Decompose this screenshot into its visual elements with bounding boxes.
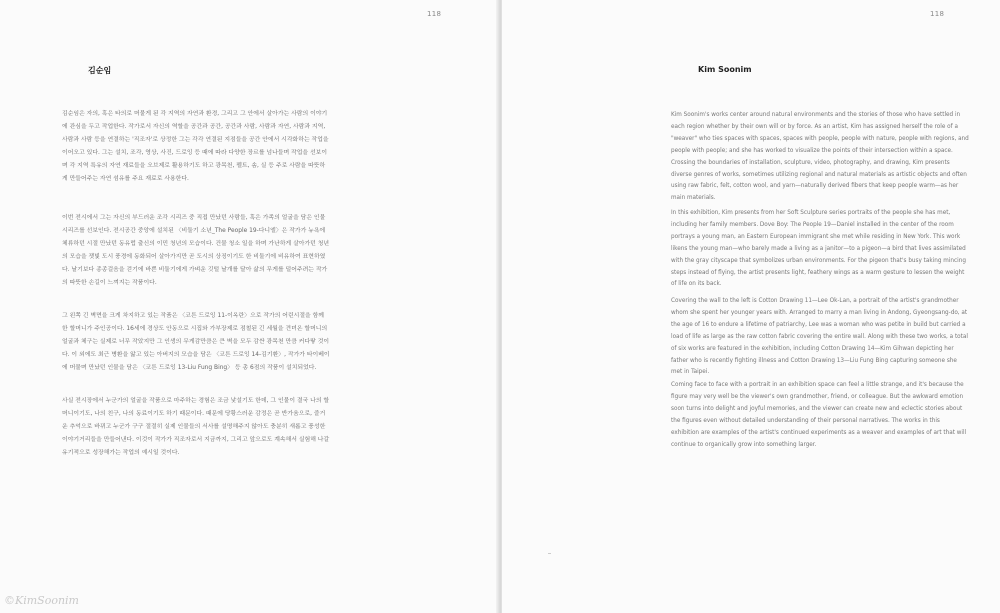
korean-paragraph-3: 그 왼쪽 긴 벽면을 크게 차지하고 있는 작품은 〈코튼 드로잉 11-이옥란〉으로 작가의 어린시절을 함께 한 할머니가 주인공이다. 16세에 경상도 안동으로 시집와 가부장제로 점철된 긴 세월을 견뎌온 할머니의 얼굴과 체구는 실제로 너무 작았지만 그 인생의 무게감만큼은 큰 벽을 모두 감싼 광목천 만큼 커다랗 것이다. 이 외에도 최근 병환을 앓고 있는 아버지의 모습을 담은 〈코튼 드로잉 14-김기환〉, 작가가 타이베이에 머물며 만났던 인물을 담은 〈코튼 드로잉 13-Liu Fung Bing〉 등 총 6점의 작품이 설치되었다. <box>62 313 330 371</box>
english-paragraph-3: Covering the wall to the left is Cotton Drawing 11—Lee Ok-Lan, a portrait of the artist's grandmother whom she spent her younger years with. Arranged to marry a man living in Andong, Gyeongsang-do, at the age of 16 to endure a lifetime of patriarchy, Lee was a woman who was petite in build but carried a load of life as large as the raw cotton fabric covering the entire wall. Along with these two works, a total of six works are featured in the exhibition, including Cotton Drawing 14—Kim Gihwan depicting her father who is recently fighting illness and Cotton Drawing 13—Liu Fung Bing capturing someone she met in Taipei. <box>671 298 968 376</box>
copyright-watermark: ©KimSoonim <box>4 594 79 607</box>
english-paragraph-1: Kim Soonim's works center around natural environments and the stories of those who have settled in each region whether by their own will or by force. As an artist, Kim has assigned herself the role of a "weaver" who ties spaces with spaces, spaces with people, people with nature, people with regions, and people with people; and she has worked to visualize the points of their intersection within a space. Crossing the boundaries of installation, sculpture, video, photography, and drawing, Kim presents diverse genres of works, sometimes utilizing regional and natural materials as artistic objects and often using raw fabric, felt, cotton wool, and yarn—naturally derived fibers that keep people warm—as her main materials. <box>671 112 969 202</box>
right-page-number: 118 <box>930 10 945 18</box>
korean-paragraph-4: 사실 전시장에서 누군가의 얼굴을 작품으로 마주하는 경험은 조금 낯설기도 한데, 그 인물이 결국 나의 할머니이기도, 나의 친구, 나의 동료이기도 하기 때문이다. 때문에 당황스러운 감정은 곧 반가움으로, 즐거운 추억으로 바뀌고 누군가 구구 절절히 실제 인물들의 서사를 설명해주지 않아도 충분히 새롭고 풍성한 이야기거리들을 만들어낸다. 이것이 작가가 직조자로서 지금까지, 그리고 앞으로도 계속해서 실험해 나갈 유기적으로 성장해가는 작업의 예시일 것이다. <box>62 398 330 456</box>
left-page-number: 118 <box>427 10 442 18</box>
korean-paragraph-2: 이번 전시에서 그는 자신의 부드러운 조각 시리즈 중 직접 만났던 사람들, 혹은 가족의 얼굴을 담은 인물 시리즈를 선보인다. 전시공간 중앙에 설치된 〈비둘기 소년_The People 19-다니엘〉은 작가가 뉴욕에 체류하던 시절 만났던 동유럽 출신의 이민 청년의 모습이다. 건물 청소 일을 하며 가난하게 살아가던 청년의 모습을 잿빛 도시 풍경에 동화되어 살아가지만 곧 도시의 상징이기도 한 비둘기에 비유하여 표현하였다. 날기보다 종종걸음을 걷기에 바쁜 비둘기에게 가벼운 깃털 날개를 달아 삶의 무게를 덜어주려는 작가의 따뜻한 손길이 느껴지는 작품이다. <box>62 215 330 286</box>
english-paragraph-2: In this exhibition, Kim presents from her Soft Sculpture series portraits of the people she has met, including her family members. Dove Boy: The People 19—Daniel installed in the center of the room portrays a young man, an Eastern European immigrant she met while residing in New York. This work likens the young man—who barely made a living as a janitor—to a pigeon—a bird that lives assimilated with the gray cityscape that symbolizes urban environments. For the pigeon that's busy taking mincing steps instead of flying, the artist presents light, feathery wings as a warm gesture to lessen the weight of life on its back. <box>671 210 966 288</box>
right-page-title: Kim Soonim <box>698 65 752 74</box>
left-page-title: 김순임 <box>88 66 112 75</box>
english-paragraph-4: Coming face to face with a portrait in an exhibition space can feel a little strange, and it's because the figure may very well be the viewer's own grandmother, friend, or colleague. But the awkward emotion soon turns into delight and joyful memories, and the viewer can create new and eclectic stories about the figures even without detailed understanding of their personal narratives. The works in this exhibition are examples of the artist's continued experiments as a weaver and examples of art that will continue to organically grow into something larger. <box>671 382 967 448</box>
right-page <box>502 0 1000 613</box>
korean-paragraph-1: 김순임은 자의, 혹은 타의로 머물게 된 각 지역의 자연과 환경, 그리고 그 안에서 살아가는 사람의 이야기에 관심을 두고 작업한다. 작가로서 자신의 역할을 공간과 공간, 공간과 사람, 사람과 자연, 사람과 지역, 사람과 사람 등을 연결하는 '직조자'로 상정한 그는 각각 연결된 지점들을 공간 안에서 시각화하는 작업을 이어오고 있다. 그는 설치, 조각, 영상, 사진, 드로잉 등 때에 따라 다양한 장르를 넘나들며 작업을 선보이며 각 지역 특유의 자연 재료들을 오브제로 활용하기도 하고 광목천, 펠트, 솜, 실 등 주로 사람을 따뜻하게 만들어주는 자연 섬유를 주요 재료로 사용한다. <box>62 111 329 182</box>
paper-speck <box>548 553 551 554</box>
left-page <box>0 0 498 613</box>
